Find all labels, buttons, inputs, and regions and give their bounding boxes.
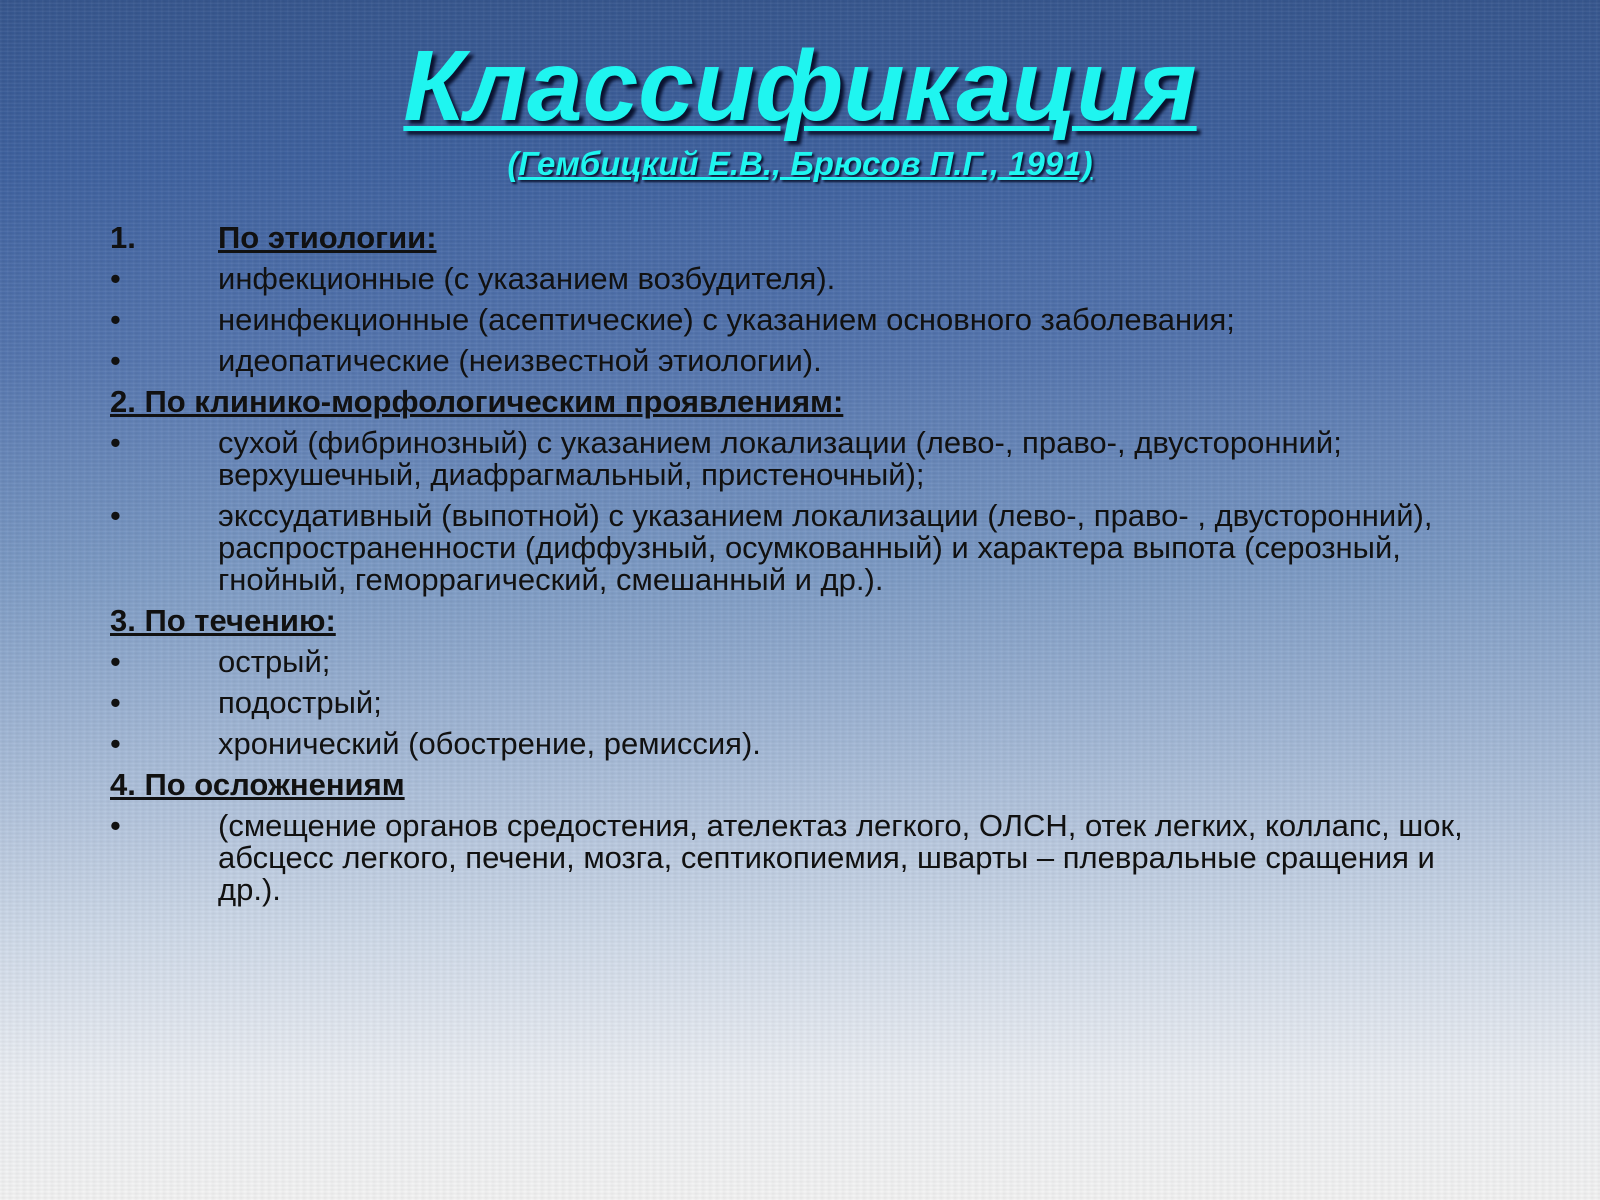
list-item: [110, 345, 1500, 377]
section-1-heading: По этиологии:: [218, 220, 437, 255]
section-1-heading-row: [110, 222, 1500, 254]
list-item-text: хронический (обострение, ремиссия).: [218, 726, 761, 761]
list-item-text: подострый;: [218, 685, 382, 720]
section-1-number: 1.: [110, 220, 136, 255]
list-item: [110, 810, 1500, 906]
bullet-icon: •: [110, 644, 121, 679]
list-item-text: (смещение органов средостения, ателектаз легкого, ОЛСН, отек легких, коллапс, шок, абсцесс легкого, печени, мозга, септикопиемия, шварты – плевральные сращения и др.).: [218, 808, 1463, 907]
bullet-icon: •: [110, 261, 121, 296]
list-item-text: сухой (фибринозный) с указанием локализации (лево-, право-, двусторонний; верхушечный, диафрагмальный, пристеночный);: [218, 425, 1342, 492]
slide-subtitle: (Гембицкий Е.В., Брюсов П.Г., 1991): [507, 145, 1093, 182]
bullet-icon: •: [110, 302, 121, 337]
list-item: [110, 304, 1500, 336]
list-item: [110, 728, 1500, 760]
section-2-heading-row: [110, 386, 1500, 418]
bullet-icon: •: [110, 343, 121, 378]
list-item-text: экссудативный (выпотной) с указанием локализации (лево-, право- , двусторонний), распространенности (диффузный, осумкованный) и характера выпота (серозный, гнойный, геморрагический, смешанный и др.).: [218, 498, 1433, 597]
list-item-text: острый;: [218, 644, 331, 679]
bullet-icon: •: [110, 685, 121, 720]
section-4-heading: 4. По осложнениям: [110, 767, 405, 802]
section-4-heading-row: [110, 769, 1500, 801]
list-item: [110, 646, 1500, 678]
list-item: [110, 427, 1500, 491]
section-2-heading: 2. По клинико-морфологическим проявлениям:: [110, 384, 844, 419]
slide-title: Классификация: [403, 30, 1197, 142]
bullet-icon: •: [110, 808, 121, 843]
list-item-text: неинфекционные (асептические) с указанием основного заболевания;: [218, 302, 1235, 337]
list-item: [110, 687, 1500, 719]
bullet-icon: •: [110, 425, 121, 460]
section-3-heading-row: [110, 605, 1500, 637]
list-item-text: идеопатические (неизвестной этиологии).: [218, 343, 822, 378]
list-item: [110, 263, 1500, 295]
classification-list: [110, 222, 1500, 906]
section-3-heading: 3. По течению:: [110, 603, 336, 638]
list-item: [110, 500, 1500, 596]
bullet-icon: •: [110, 498, 121, 533]
bullet-icon: •: [110, 726, 121, 761]
list-item-text: инфекционные (с указанием возбудителя).: [218, 261, 836, 296]
